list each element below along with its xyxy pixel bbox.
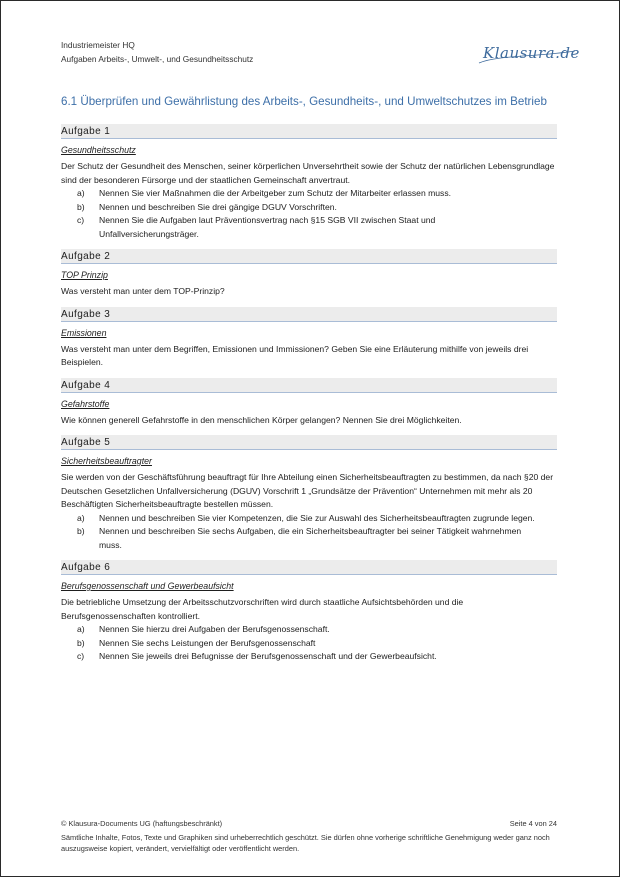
logo-text: Klausura.de: [483, 44, 580, 62]
task-2: [61, 249, 557, 299]
task-text: Der Schutz der Gesundheit des Menschen, seiner körperlichen Unversehrtheit sowie der Schutz der natürlichen Lebensgrundlage sind der besonderen Fürsorge und der staatlichen Gemeinschaft anvertraut.: [61, 161, 555, 185]
task-text: Die betriebliche Umsetzung der Arbeitsschutzvorschriften wird durch staatliche Aufsichtsbehörden und die Berufsgenossenschaften kontrolliert.: [61, 597, 464, 621]
task-items: [61, 623, 557, 664]
task-heading: Aufgabe 5: [61, 435, 557, 450]
task-heading: Aufgabe 3: [61, 307, 557, 322]
task-text: Was versteht man unter dem Begriffen, Emissionen und Immissionen? Geben Sie eine Erläuterung mithilfe von jeweils drei Beispielen.: [61, 343, 529, 367]
task-heading: Aufgabe 1: [61, 124, 557, 139]
task-text: Sie werden von der Geschäftsführung beauftragt für Ihre Abteilung einen Sicherheitsbeauftragten zu bestimmen, da nach §20 der Deutschen Gesetzlichen Unfallversicherung (DGUV) Vorschrift 1 „Grundsätze der Prävention“ Unternehmen mit mehr als 20 Beschäftigten Sicherheitsbeauftragte bestellen müssen.: [61, 472, 554, 509]
item-label: c): [77, 651, 85, 661]
task-heading: Aufgabe 6: [61, 560, 557, 575]
task-heading: Aufgabe 2: [61, 249, 557, 264]
task-subtitle: Berufsgenossenschaft und Gewerbeaufsicht: [61, 581, 234, 591]
footer-page-number: Seite 4 von 24: [509, 819, 557, 828]
list-item: [61, 637, 557, 651]
item-label: c): [77, 215, 85, 225]
item-label: b): [77, 201, 85, 212]
page-footer: [61, 819, 557, 854]
task-text: Wie können generell Gefahrstoffe in den menschlichen Körper gelangen? Nennen Sie drei Möglichkeiten.: [61, 414, 462, 425]
page-content: [61, 95, 557, 672]
section-title: 6.1 Überprüfen und Gewährlistung des Arbeits-, Gesundheits-, und Umweltschutzes im Betrieb: [61, 95, 547, 108]
footer-row: [61, 819, 557, 828]
item-text: Nennen Sie vier Maßnahmen die der Arbeitgeber zum Schutz der Mitarbeiter erlassen muss.: [99, 188, 452, 198]
task-subtitle: TOP Prinzip: [61, 270, 108, 280]
list-item: [61, 201, 557, 215]
task-items: [61, 187, 557, 241]
task-text: Was versteht man unter dem TOP-Prinzip?: [61, 286, 225, 296]
item-text: Nennen und beschreiben Sie sechs Aufgaben, die ein Sicherheitsbeauftragter bei seiner Tätigkeit wahrnehmen muss.: [99, 526, 522, 550]
task-subtitle: Gefahrstoffe: [61, 398, 110, 409]
item-text: Nennen und beschreiben Sie drei gängige DGUV Vorschriften.: [99, 201, 337, 212]
item-label: b): [77, 637, 85, 648]
task-6: [61, 560, 557, 664]
page-header: [61, 38, 253, 66]
task-subtitle: Emissionen: [61, 327, 107, 338]
task-4: [61, 378, 557, 428]
task-items: [61, 512, 557, 553]
list-item: [61, 650, 557, 664]
item-text: Nennen Sie die Aufgaben laut Präventionsvertrag nach §15 SGB VII zwischen Staat und Unfallversicherungsträger.: [99, 215, 436, 239]
header-line-2: Aufgaben Arbeits-, Umwelt-, und Gesundheitsschutz: [61, 54, 254, 64]
item-text: Nennen und beschreiben Sie vier Kompetenzen, die Sie zur Auswahl des Sicherheitsbeauftragten zugrunde legen.: [99, 512, 535, 523]
task-1: [61, 124, 557, 241]
item-label: b): [77, 526, 85, 536]
klausura-logo: [477, 41, 580, 65]
header-line-1: Industriemeister HQ: [61, 40, 135, 50]
item-text: Nennen Sie jeweils drei Befugnisse der Berufsgenossenschaft und der Gewerbeaufsicht.: [99, 651, 437, 661]
task-3: [61, 307, 557, 370]
item-label: a): [77, 188, 85, 198]
list-item: [61, 623, 557, 637]
list-item: [61, 525, 557, 552]
list-item: [61, 214, 557, 241]
task-subtitle: Gesundheitsschutz: [61, 145, 136, 155]
footer-note: Sämtliche Inhalte, Fotos, Texte und Graphiken sind urheberrechtlich geschützt. Sie dürfen ohne vorherige schriftliche Genehmigung weder ganz noch auszugsweise kopiert, verändert, vervielfältigt oder veröffentlicht werden.: [61, 833, 550, 853]
task-5: [61, 435, 557, 552]
item-text: Nennen Sie sechs Leistungen der Berufsgenossenschaft: [99, 637, 316, 648]
item-text: Nennen Sie hierzu drei Aufgaben der Berufsgenossenschaft.: [99, 624, 330, 634]
footer-copyright: © Klausura-Documents UG (haftungsbeschränkt): [61, 819, 223, 828]
list-item: [61, 187, 557, 201]
item-label: a): [77, 624, 85, 634]
list-item: [61, 512, 557, 526]
task-heading: Aufgabe 4: [61, 378, 557, 393]
item-label: a): [77, 512, 85, 523]
task-subtitle: Sicherheitsbeauftragter: [61, 456, 152, 466]
